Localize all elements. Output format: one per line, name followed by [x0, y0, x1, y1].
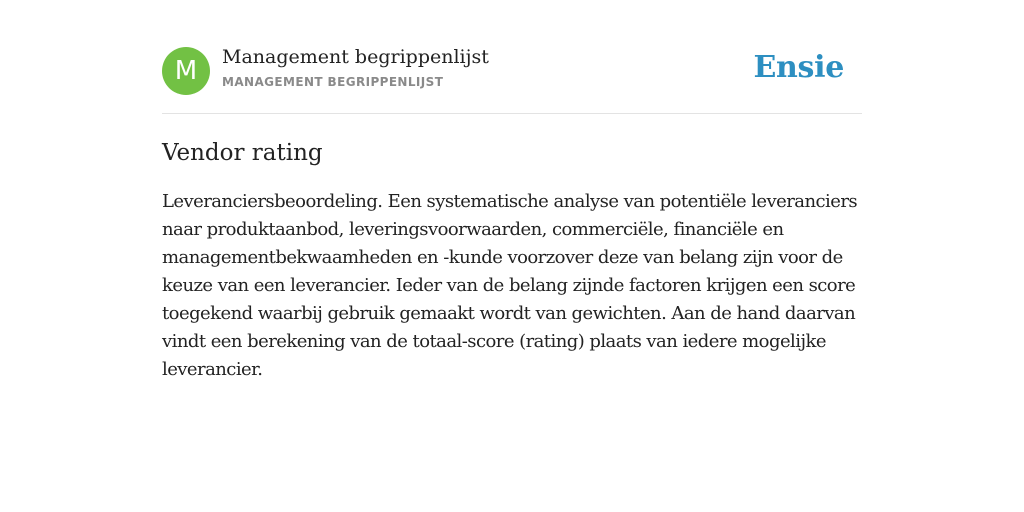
- term-definition: Leveranciersbeoordeling. Een systematische analyse van potentiële leveranciers naar produktaanbod, leveringsvoorwaarden, commerciële, financiële en managementbekwaamheden en -kunde voorzover deze van belang zijn voor de keuze van een leverancier. Ieder van de belang zijnde factoren krijgen een score toegekend waarbij gebruik gemaakt wordt van gewichten. Aan de hand daarvan vindt een berekening van de totaal-score (rating) plaats van iedere mogelijke leverancier.: [162, 191, 858, 380]
- entry-container: [162, 0, 862, 384]
- term-title: Vendor rating: [162, 140, 323, 166]
- source-header: [162, 0, 862, 114]
- source-subtitle: MANAGEMENT BEGRIPPENLIJST: [222, 75, 444, 89]
- source-avatar[interactable]: M: [162, 47, 210, 95]
- ensie-logo[interactable]: Ensie: [753, 50, 844, 85]
- source-title-link[interactable]: Management begrippenlijst: [222, 46, 489, 68]
